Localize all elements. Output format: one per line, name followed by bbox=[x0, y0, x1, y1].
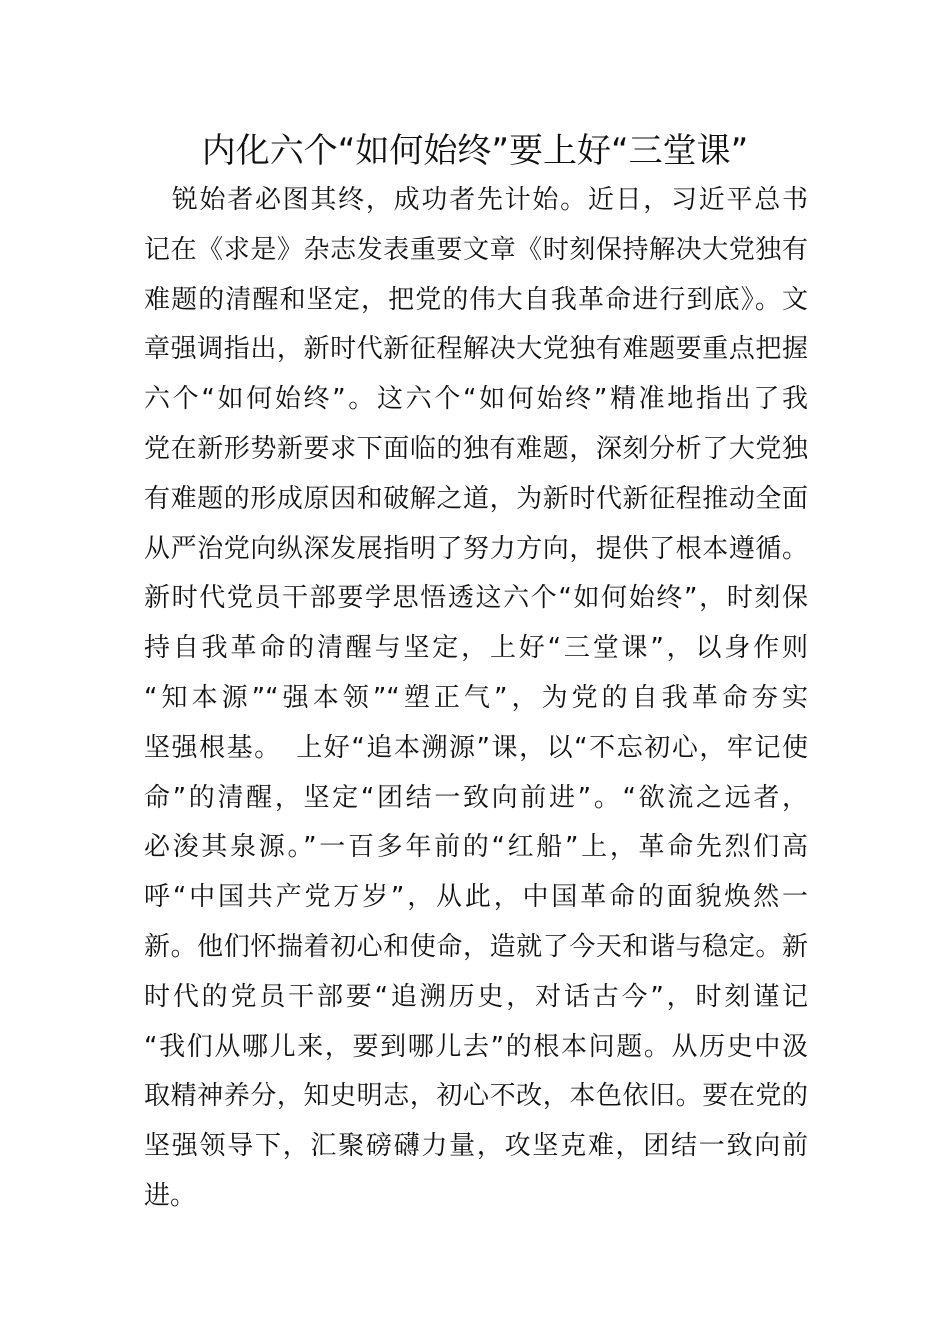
text-line: “知本源”“强本领”“塑正气”，为党的自我革命夯实 bbox=[144, 682, 808, 713]
text-line: 必浚其泉源。”一百多年前的“红船”上，革命先烈们高 bbox=[144, 832, 808, 863]
text-line: 记在《求是》杂志发表重要文章《时刻保持解决大党独有 bbox=[144, 234, 808, 265]
text-line: 进。 bbox=[144, 1180, 197, 1211]
text-line: 时代的党员干部要“追溯历史，对话古今”，时刻谨记 bbox=[144, 981, 808, 1012]
text-line: 六个“如何始终”。这六个“如何始终”精准地指出了我 bbox=[144, 384, 808, 415]
text-line: 锐始者必图其终，成功者先计始。近日，习近平总书 bbox=[144, 185, 808, 215]
text-line: 持自我革命的清醒与坚定，上好“三堂课”，以身作则 bbox=[144, 633, 808, 664]
text-line: 取精神养分，知史明志，初心不改，本色依旧。要在党的 bbox=[144, 1081, 808, 1112]
document-title: 内化六个“如何始终”要上好“三堂课” bbox=[201, 131, 749, 171]
text-line: 坚强根基。 上好“追本溯源”课，以“不忘初心，牢记使 bbox=[144, 732, 808, 763]
text-line: 命”的清醒，坚定“团结一致向前进”。“欲流之远者， bbox=[144, 782, 808, 813]
text-line: 难题的清醒和坚定，把党的伟大自我革命进行到底》。文 bbox=[144, 284, 808, 315]
text-line: 党在新形势新要求下面临的独有难题，深刻分析了大党独 bbox=[144, 433, 808, 464]
text-line: 从严治党向纵深发展指明了努力方向，提供了根本遵循。 bbox=[144, 533, 808, 564]
text-line: “我们从哪儿来，要到哪儿去”的根本问题。从历史中汲 bbox=[144, 1031, 808, 1062]
text-line: 坚强领导下，汇聚磅礴力量，攻坚克难，团结一致向前 bbox=[144, 1131, 808, 1162]
text-line: 新。他们怀揣着初心和使命，造就了今天和谐与稳定。新 bbox=[144, 931, 808, 962]
text-line: 有难题的形成原因和破解之道，为新时代新征程推动全面 bbox=[144, 483, 808, 514]
text-line: 章强调指出，新时代新征程解决大党独有难题要重点把握 bbox=[144, 334, 808, 365]
text-line: 呼“中国共产党万岁”，从此，中国革命的面貌焕然一 bbox=[144, 882, 808, 913]
text-line: 新时代党员干部要学思悟透这六个“如何始终”，时刻保 bbox=[144, 583, 808, 614]
article-body bbox=[144, 176, 808, 1222]
